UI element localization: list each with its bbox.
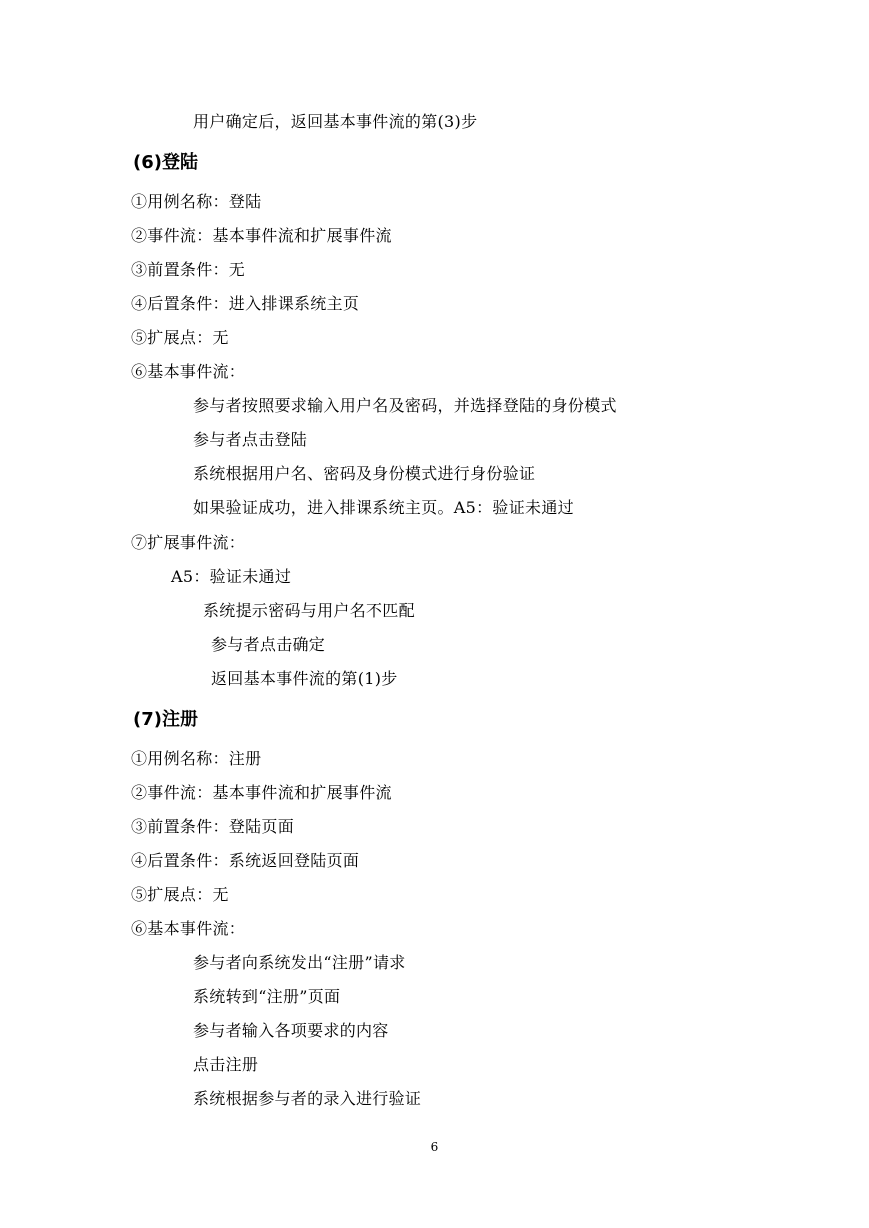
section-7-basic-step: 系统转到“注册”页面 [193,987,341,1006]
section-6-ext-title: A5：验证未通过 [171,567,292,586]
section-6-item: ③前置条件：无 [131,260,246,279]
section-7-basic-step: 系统根据参与者的录入进行验证 [193,1089,422,1108]
section-6-ext-step: 参与者点击确定 [211,635,326,654]
section-7-item: ③前置条件：登陆页面 [131,817,295,836]
section-7-basic-step: 参与者输入各项要求的内容 [193,1021,389,1040]
section-7-item: ②事件流：基本事件流和扩展事件流 [131,783,392,802]
section-7-item: ⑤扩展点：无 [131,885,229,904]
section-6-item: ⑥基本事件流： [131,362,246,381]
section-6-ext-step: 系统提示密码与用户名不匹配 [203,601,415,620]
section-6-basic-step: 如果验证成功，进入排课系统主页。A5：验证未通过 [193,498,574,517]
section-7-item: ①用例名称：注册 [131,749,262,768]
section-7-heading: (7)注册 [133,709,198,730]
page-number: 6 [430,1140,439,1154]
section-6-item: ②事件流：基本事件流和扩展事件流 [131,226,392,245]
section-7-item: ④后置条件：系统返回登陆页面 [131,851,360,870]
section-6-item: ⑤扩展点：无 [131,328,229,347]
section-6-ext-label: ⑦扩展事件流： [131,533,246,552]
section-6-basic-step: 参与者点击登陆 [193,430,308,449]
section-7-basic-step: 点击注册 [193,1055,259,1074]
section-6-ext-step: 返回基本事件流的第(1)步 [211,669,398,688]
section-6-item: ①用例名称：登陆 [131,192,262,211]
section-6-basic-step: 参与者按照要求输入用户名及密码，并选择登陆的身份模式 [193,396,617,415]
intro-line: 用户确定后，返回基本事件流的第(3)步 [193,112,478,131]
section-7-item: ⑥基本事件流： [131,919,246,938]
section-6-heading: (6)登陆 [133,152,198,173]
section-6-basic-step: 系统根据用户名、密码及身份模式进行身份验证 [193,464,536,483]
section-7-basic-step: 参与者向系统发出“注册”请求 [193,953,406,972]
section-6-item: ④后置条件：进入排课系统主页 [131,294,360,313]
